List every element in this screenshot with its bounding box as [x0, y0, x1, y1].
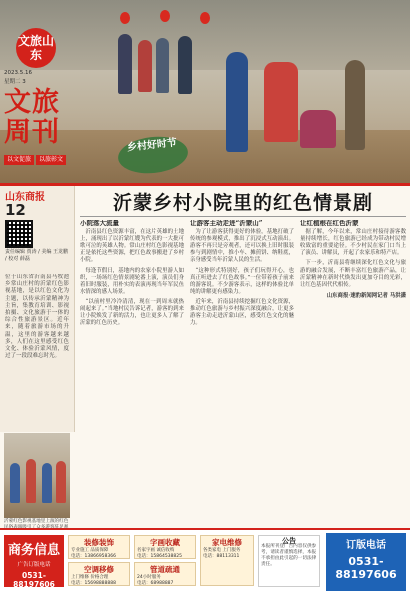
paragraph: 下一步，沂南县将继续深化红色文化与旅游的融合发展，不断丰富红色旅游产品，让沂蒙精神在新时代焕发出更加夺目的光彩，让红色基因代代相传。: [300, 260, 406, 288]
classified-ad: [200, 535, 254, 586]
intro-text: 位于山东省沂南县马牧池乡常山庄村的沂蒙红色影视基地，是以红色文化为主题，以传承沂蒙精神为主旨，集教育培训、影视拍摄、文化旅游于一体的综合性旅游景区。近年来，随着旅游市场的升温，这里的游客越来越多，人们在这里感受红色文化、体验沂蒙风情，度过了一段段难忘时光。: [5, 274, 69, 360]
red-lantern: [160, 10, 170, 22]
badge-right: 以旅彰文: [36, 155, 66, 165]
notice-title: 公告: [282, 537, 296, 545]
photo-caption: 沂蒙红色影视基地里上演的红色: [4, 519, 69, 524]
performance-photo: [4, 433, 70, 518]
ad-line: 电话：68988887: [137, 580, 174, 586]
paragraph: 每逢节假日，基地内的农家小院里游人如织，一场场红色情景剧轮番上演，演员们身着旧时服装，用朴实的表演再现当年军民鱼水情深的感人场景。: [80, 267, 184, 295]
column-heading: 小院落大流量: [80, 220, 119, 227]
subscription-phone-area: 0531-: [348, 555, 384, 568]
divider: [80, 216, 406, 217]
business-info-ad: [4, 535, 64, 587]
ad-category: 管道疏通: [150, 565, 180, 574]
seal-logo-text: 文旅山东: [17, 34, 54, 62]
ad-line: 上门维修 价格合理: [71, 575, 109, 580]
publication-date: 2023.5.16: [4, 70, 32, 76]
performer-figure: [300, 110, 336, 148]
performer-figure: [226, 52, 248, 152]
ad-line: 电话：88113311: [203, 553, 240, 559]
ad-category: 装修装饰: [84, 538, 114, 547]
visitor-figure: [156, 38, 169, 93]
red-lantern: [120, 12, 130, 24]
paragraph: 近年来，沂南县持续挖掘红色文化资源，推动红色旅游与乡村振兴深度融合，让更多游客主动走进沂蒙山区，感受红色文化的魅力。: [190, 298, 294, 327]
subscription-title: 订版电话: [346, 540, 386, 551]
paragraph: “这种形式特别好，孩子们玩得开心，也真正听进去了红色故事。”一位带着孩子前来的游客说。不少游客表示，这样的体验比单纯的讲解更有感染力。: [190, 267, 294, 295]
ad-line: 各类家电 上门服务: [203, 548, 241, 553]
ad-line: 名家字画 诚信收购: [137, 548, 175, 553]
performer-figure: [264, 62, 298, 142]
notice-ad: [258, 535, 320, 587]
slogan-badge: 乡村好时节: [116, 133, 189, 176]
classified-ad: [68, 535, 130, 559]
editor-credits: 责任编辑 贾涛 / 美编 王龙鹏 / 校对 薛磊: [5, 249, 69, 262]
ad-category: 字画收藏: [150, 538, 180, 547]
paragraph: 沂南县红色资源丰富，在这片英雄的土地上，涌现出了以沂蒙红嫂为代表的一大批可歌可泣的英雄人物。常山庄村红色影视基地正是依托这些资源，把红色故事搬进了乡村小院。: [80, 229, 184, 264]
notice-text: 本报所刊登广告内容仅供参考，请读者谨慎选择，本报不承担由此引起的一切法律责任。: [261, 544, 317, 567]
article-column-3: [300, 220, 406, 518]
section-title: 文旅周刊: [4, 87, 60, 148]
newspaper-brand: 山东商报: [5, 192, 45, 203]
ad-line: 24小时服务: [137, 575, 161, 580]
classified-ad: [134, 562, 196, 586]
ad-line: 电话：15698888888: [71, 580, 116, 586]
visitor-figure: [178, 36, 192, 94]
page-number: 12: [5, 201, 26, 219]
performer-figure: [345, 60, 365, 150]
column-heading: 让游客主动走进“沂蒙山”: [190, 220, 263, 227]
visitor-figure: [138, 40, 152, 92]
paragraph: 为了让游客获得更好的体验，基地打破了传统的参观模式，推出了沉浸式互动演出。游客不再只是旁观者，还可以换上旧时服装参与到剧情中，推小车、摊煎饼、纳鞋底，亲身感受当年沂蒙人民的生活。: [190, 229, 294, 264]
ad-title: 商务信息: [7, 543, 60, 558]
article-headline: 沂蒙乡村小院里的红色情景剧: [112, 192, 373, 214]
ad-category: 家电维修: [212, 538, 242, 547]
ad-category: 空调移修: [84, 565, 114, 574]
dancer-figure: [26, 459, 36, 503]
seal-logo: [16, 28, 56, 68]
qr-code-icon: [5, 220, 33, 248]
paragraph: 据了解，今年以来，常山庄村接待游客数量持续增长，红色旅游已经成为带动村民增收致富的重要途径。不少村民在家门口当上了演员、讲解员，开起了农家乐和特产店。: [300, 229, 406, 257]
classified-ad: [134, 535, 196, 559]
classified-ad: [68, 562, 130, 586]
dancer-figure: [56, 461, 66, 503]
ad-line: 电话：15864538825: [137, 553, 182, 559]
ad-phone: 0531-88197606: [13, 571, 55, 589]
dancer-figure: [42, 463, 52, 503]
visitor-figure: [118, 34, 132, 94]
sidebar: [0, 186, 75, 432]
column-heading: 让红植根在红色沂蒙: [300, 220, 359, 227]
article-column-2: [190, 220, 294, 518]
subscription-ad: [326, 533, 406, 591]
badge-left: 以文促旅: [4, 155, 34, 165]
ad-line: 电话：13866958366: [71, 553, 116, 559]
article-column-1: [80, 220, 184, 518]
red-lantern: [200, 12, 210, 24]
article-byline: 山东商报·速豹新闻网记者 马洪潇: [326, 292, 406, 299]
paragraph: “以前村里冷冷清清，现在一到周末就热闹起来了。”当地村民告诉记者，游客的到来让小院焕发了新的活力，也让更多人了解了沂蒙的红色历史。: [80, 298, 184, 327]
subscription-phone-number: 88197606: [335, 568, 397, 581]
ad-line: 专业施工 品质保障: [71, 548, 109, 553]
page-label: 星期二 3: [4, 79, 26, 85]
ad-subtitle: 广告订版电话: [17, 562, 51, 568]
dancer-figure: [10, 463, 20, 503]
